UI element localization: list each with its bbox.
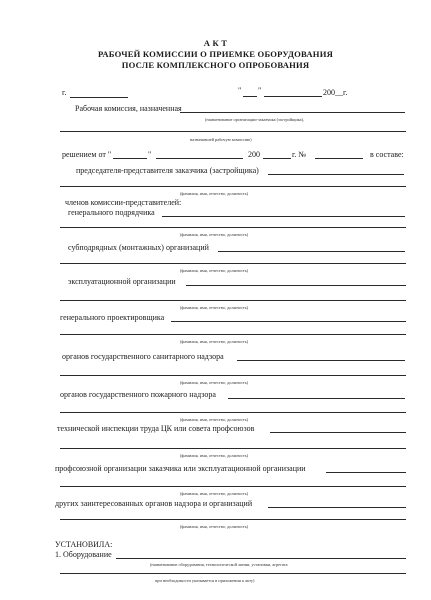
caption-fio-union: (фамилия, имя, отчество, должность) [180, 491, 249, 496]
equipment-label: 1. Оборудование [55, 550, 112, 559]
labor-field-2[interactable] [60, 448, 406, 449]
date-quote-open: " [238, 86, 242, 95]
act-subtitle-line2: ПОСЛЕ КОМПЛЕКСНОГО ОПРОБОВАНИЯ [121, 60, 310, 70]
caption-fio-sanitary: (фамилия, имя, отчество, должность) [180, 380, 249, 385]
caption-customer: (наименование организации-заказчика (застройщика), [205, 117, 305, 122]
caption-equipment: (наименование оборудования, технологической линии, установки, агрегата [150, 562, 288, 567]
fire-field[interactable] [228, 398, 405, 399]
labor-label: технической инспекции труда ЦК или совета профсоюзов [57, 424, 255, 433]
decision-year-field[interactable] [263, 158, 291, 159]
caption-fio-fire: (фамилия, имя, отчество, должность) [180, 417, 249, 422]
date-day-field[interactable] [243, 96, 257, 97]
caption-fio-sub: (фамилия, имя, отчество, должность) [180, 268, 249, 273]
designer-field[interactable] [171, 321, 406, 322]
union-field-2[interactable] [60, 486, 406, 487]
caption-fio-chairman: (фамилия, имя, отчество, должность) [180, 191, 249, 196]
chairman-field[interactable] [268, 174, 404, 175]
city-prefix: г. [62, 88, 67, 97]
caption-fio-general: (фамилия, имя, отчество, должность) [180, 232, 249, 237]
operating-field[interactable] [186, 285, 406, 286]
chairman-label: председателя-представителя заказчика (застройщика) [76, 166, 259, 175]
sanitary-label: органов государственного санитарного надзора [62, 352, 224, 361]
fire-field-2[interactable] [60, 412, 406, 413]
date-year-text: 200__г. [323, 88, 348, 97]
fire-label: органов государственного пожарного надзора [60, 390, 216, 399]
equipment-field-2[interactable] [60, 573, 406, 574]
sanitary-field[interactable] [237, 360, 405, 361]
operating-field-2[interactable] [60, 300, 406, 301]
decision-suffix: в составе: [370, 150, 404, 159]
decision-number-field[interactable] [315, 158, 363, 159]
union-field[interactable] [326, 472, 406, 473]
caption-fio-other: (фамилия, имя, отчество, должность) [180, 524, 249, 529]
other-label: других заинтересованных органов надзора и организаций [55, 499, 253, 508]
caption-appointed: назначившей рабочую комиссию) [190, 137, 252, 142]
date-month-field[interactable] [264, 96, 322, 97]
caption-fio-designer: (фамилия, имя, отчество, должность) [180, 339, 249, 344]
subcontractor-label: субподрядных (монтажных) организаций [68, 243, 209, 252]
general-contractor-field-2[interactable] [60, 227, 406, 228]
established-heading: УСТАНОВИЛА: [55, 540, 113, 549]
act-title: А К Т [203, 38, 228, 48]
caption-fio-operating: (фамилия, имя, отчество, должность) [180, 305, 249, 310]
union-label: профсоюзной организации заказчика или эксплуатационной организации [55, 464, 306, 473]
decision-day-field[interactable] [113, 158, 147, 159]
decision-g-no: г. № [292, 150, 307, 159]
caption-fio-labor: (фамилия, имя, отчество, должность) [180, 453, 249, 458]
sanitary-field-2[interactable] [60, 375, 406, 376]
caption-appendix: при необходимости указывается в приложении к акту) [155, 578, 255, 583]
general-contractor-label: генерального подрядчика [68, 208, 155, 217]
subcontractor-field-2[interactable] [60, 263, 406, 264]
equipment-field[interactable] [116, 558, 406, 559]
members-label: членов комиссии-представителей: [65, 198, 182, 207]
subcontractor-field[interactable] [218, 251, 405, 252]
act-subtitle-line1: РАБОЧЕЙ КОМИССИИ О ПРИЕМКЕ ОБОРУДОВАНИЯ [98, 49, 333, 59]
decision-year: 200 [248, 150, 260, 159]
other-field[interactable] [268, 507, 406, 508]
labor-field[interactable] [270, 432, 406, 433]
decision-month-field[interactable] [156, 158, 243, 159]
commission-label: Рабочая комиссия, назначенная [75, 104, 182, 113]
decision-quote: " [148, 150, 152, 159]
general-contractor-field[interactable] [162, 216, 405, 217]
operating-label: эксплуатационной организации [68, 277, 176, 286]
designer-label: генерального проектировщика [60, 313, 165, 322]
customer-org-field[interactable] [180, 112, 405, 113]
designer-field-2[interactable] [60, 334, 406, 335]
chairman-field-2[interactable] [60, 186, 406, 187]
city-field[interactable] [70, 97, 128, 98]
customer-org-field-2[interactable] [60, 131, 406, 132]
other-field-2[interactable] [60, 519, 406, 520]
date-quote-close: " [258, 86, 262, 95]
decision-prefix: решением от " [62, 150, 112, 159]
